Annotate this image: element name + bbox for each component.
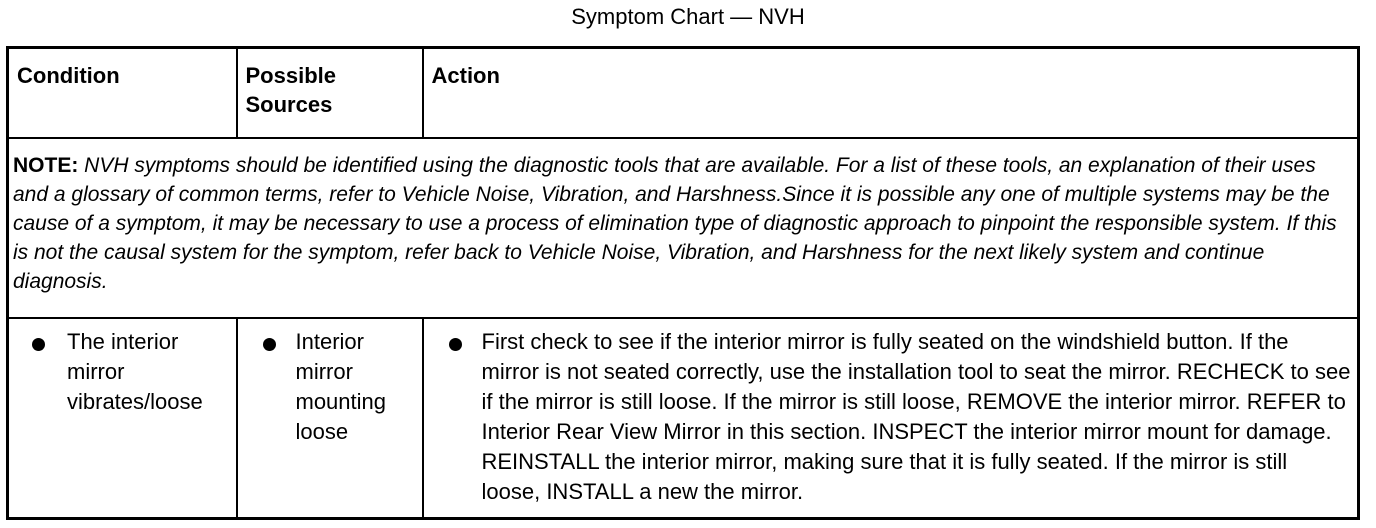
header-condition: Condition <box>8 48 237 139</box>
source-text: Interior mirror mounting loose <box>295 329 387 444</box>
bullet-icon <box>32 338 45 351</box>
header-possible-sources-label: Possible Sources <box>245 63 336 117</box>
note-cell <box>8 138 1359 318</box>
source-cell <box>237 318 423 519</box>
bullet-icon <box>449 338 462 351</box>
symptom-chart-table <box>6 46 1360 520</box>
note-row <box>8 138 1359 318</box>
header-possible-sources <box>237 48 423 139</box>
table-row <box>8 318 1359 519</box>
header-action: Action <box>423 48 1359 139</box>
condition-text: The interior mirror vibrates/loose <box>67 329 203 414</box>
bullet-icon <box>263 338 276 351</box>
note-text: NVH symptoms should be identified using the diagnostic tools that are available. For a list of these tools, an explanation of their uses and a glossary of common terms, refer to Vehicle Noise, Vibration, and Harshness.Since it is possible any one of multiple systems may be the cause of a symptom, it may be necessary to use a process of elimination type of diagnostic approach to pinpoint the responsible system. If this is not the causal system for the symptom, refer back to Vehicle Noise, Vibration, and Harshness for the next likely system and continue diagnosis. <box>13 154 1337 293</box>
note-label: NOTE: <box>13 154 79 177</box>
condition-cell <box>8 318 237 519</box>
table-header-row <box>8 48 1359 139</box>
action-text: First check to see if the interior mirror is fully seated on the windshield button. If the mirror is not seated correctly, use the installation tool to seat the mirror. RECHECK to see if the mirror is still loose. If the mirror is still loose, REMOVE the interior mirror. REFER to Interior Rear View Mirror in this section. INSPECT the interior mirror mount for damage. REINSTALL the interior mirror, making sure that it is fully seated. If the mirror is still loose, INSTALL a new the mirror. <box>481 329 1351 504</box>
page-title: Symptom Chart — NVH <box>571 4 805 29</box>
action-cell <box>423 318 1359 519</box>
source-item <box>238 327 416 447</box>
condition-item <box>9 327 230 417</box>
action-item <box>424 327 1352 507</box>
